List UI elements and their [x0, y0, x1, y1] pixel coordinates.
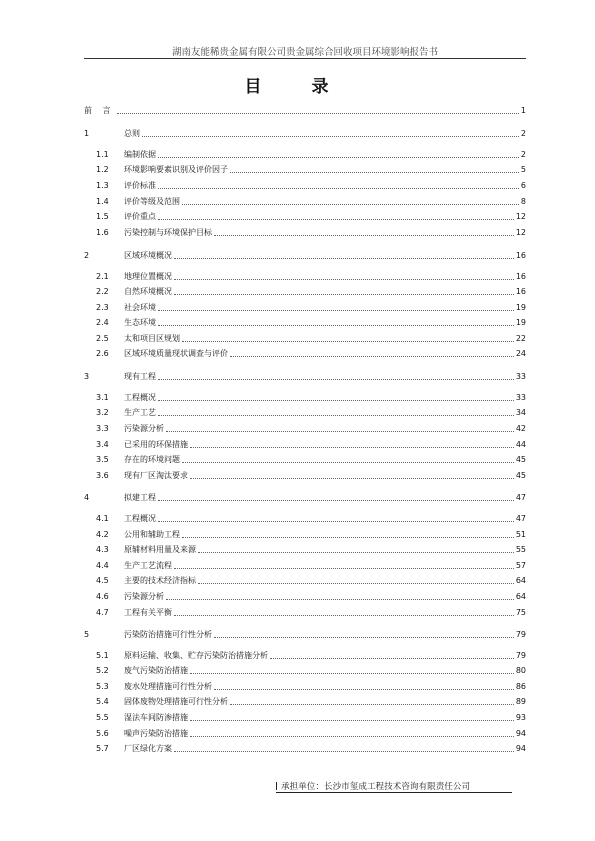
toc-entry[interactable] — [84, 148, 526, 160]
toc-entry-number: 4.2 — [96, 530, 109, 539]
toc-entry-title: 自然环境概况 — [124, 287, 172, 296]
toc-leader-dots — [174, 615, 514, 616]
toc-entry-number: 4.3 — [96, 545, 109, 554]
toc-entry[interactable] — [84, 727, 526, 739]
toc-entry-number: 1.4 — [96, 197, 109, 206]
toc-entry[interactable] — [84, 453, 526, 465]
toc-entry-title: 区域环境质量现状调查与评价 — [124, 349, 228, 358]
toc-entry-page: 79 — [515, 630, 526, 639]
toc-entry-title: 原辅材料用量及来源 — [124, 545, 196, 554]
toc-leader-dots — [158, 400, 514, 401]
toc-leader-dots — [214, 637, 514, 638]
toc-entry-title: 主要的技术经济指标 — [124, 576, 196, 585]
toc-entry[interactable] — [84, 559, 526, 571]
toc-leader-dots — [190, 673, 514, 674]
toc-entry-title: 工程概况 — [124, 514, 156, 523]
toc-entry-title: 噪声污染防治措施 — [124, 729, 188, 738]
toc-leader-dots — [174, 294, 514, 295]
toc-entry-number: 3.3 — [96, 424, 109, 433]
toc-leader-dots — [117, 113, 519, 114]
toc-entry-number: 1.3 — [96, 181, 109, 190]
toc-entry-page: 94 — [515, 744, 526, 753]
toc-leader-dots — [158, 379, 514, 380]
toc-entry[interactable] — [84, 210, 526, 222]
toc-entry-title: 太和项目区规划 — [124, 334, 180, 343]
toc-leader-dots — [230, 356, 514, 357]
toc-entry-number: 1.2 — [96, 165, 109, 174]
toc-entry-page: 64 — [515, 592, 526, 601]
toc-entry-title: 生产工艺流程 — [124, 561, 172, 570]
toc-entry-page: 19 — [515, 303, 526, 312]
toc-entry-number: 1.6 — [96, 228, 109, 237]
toc-entry-number: 2.6 — [96, 349, 109, 358]
toc-entry[interactable] — [84, 406, 526, 418]
toc-entry-title: 评价等级及范围 — [124, 197, 180, 206]
toc-entry-page: 55 — [515, 545, 526, 554]
toc-entry-page: 33 — [515, 372, 526, 381]
toc-entry-title: 编制依据 — [124, 150, 156, 159]
toc-entry-title: 污染源分析 — [124, 424, 164, 433]
toc-entry-title: 存在的环境问题 — [124, 455, 180, 464]
toc-entry-page: 19 — [515, 318, 526, 327]
toc-entry-title: 污染源分析 — [124, 592, 164, 601]
toc-entry-number: 5.2 — [96, 666, 109, 675]
toc-entry[interactable] — [84, 226, 526, 238]
toc-entry-number: 2.5 — [96, 334, 109, 343]
toc-leader-dots — [158, 521, 514, 522]
page-title: 目 录 — [244, 77, 351, 97]
toc-leader-dots — [174, 258, 514, 259]
toc-entry-page: 16 — [515, 287, 526, 296]
toc-entry-title: 工程有关平衡 — [124, 608, 172, 617]
toc-entry[interactable] — [84, 285, 526, 297]
toc-entry-number: 2 — [84, 251, 90, 260]
toc-leader-dots — [198, 583, 514, 584]
toc-entry-page: 47 — [515, 493, 526, 502]
toc-entry-number: 1.5 — [96, 212, 109, 221]
toc-entry[interactable] — [84, 664, 526, 676]
toc-leader-dots — [190, 720, 514, 721]
toc-entry-title: 现有工程 — [124, 372, 156, 381]
footer-bar — [276, 782, 277, 790]
toc-entry[interactable] — [84, 301, 526, 313]
toc-leader-dots — [174, 751, 514, 752]
toc-entry-number: 5.4 — [96, 697, 109, 706]
toc-entry-title: 厂区绿化方案 — [124, 744, 172, 753]
toc-entry-number: 5.5 — [96, 713, 109, 722]
toc-entry[interactable] — [84, 695, 526, 707]
toc-entry-title: 废气污染防治措施 — [124, 666, 188, 675]
toc-leader-dots — [230, 172, 519, 173]
toc-entry-number: 4.4 — [96, 561, 109, 570]
toc-leader-dots — [174, 568, 514, 569]
toc-entry[interactable] — [84, 574, 526, 586]
toc-entry-number: 2.2 — [96, 287, 109, 296]
toc-entry-number: 4 — [84, 493, 90, 502]
toc-leader-dots — [230, 704, 514, 705]
toc-entry[interactable] — [84, 438, 526, 450]
toc-entry-number: 5.6 — [96, 729, 109, 738]
toc-entry-page: 94 — [515, 729, 526, 738]
toc-entry-title: 已采用的环保措施 — [124, 440, 188, 449]
toc-entry[interactable] — [84, 590, 526, 602]
toc-entry[interactable] — [84, 195, 526, 207]
toc-entry[interactable] — [84, 422, 526, 434]
toc-leader-dots — [158, 219, 514, 220]
toc-entry[interactable] — [84, 127, 526, 139]
toc-entry-page: 86 — [515, 682, 526, 691]
toc-leader-dots — [158, 500, 514, 501]
toc-entry-title: 固体废物处理措施可行性分析 — [124, 697, 228, 706]
toc-entry[interactable] — [84, 491, 526, 503]
toc-leader-dots — [182, 341, 514, 342]
toc-entry-number: 5.7 — [96, 744, 109, 753]
toc-entry[interactable] — [84, 104, 526, 116]
toc-entry-number: 2.3 — [96, 303, 109, 312]
toc-entry[interactable] — [84, 649, 526, 661]
toc-entry-number: 4.5 — [96, 576, 109, 585]
toc-entry-title: 废水处理措施可行性分析 — [124, 682, 212, 691]
toc-entry-page: 24 — [515, 349, 526, 358]
toc-entry-page: 64 — [515, 576, 526, 585]
toc-leader-dots — [166, 599, 514, 600]
toc-entry-title: 前 言 — [84, 106, 115, 115]
toc-entry-page: 22 — [515, 334, 526, 343]
toc-entry-page: 6 — [520, 181, 526, 190]
toc-entry[interactable] — [84, 628, 526, 640]
toc-entry[interactable] — [84, 391, 526, 403]
toc-entry[interactable] — [84, 370, 526, 382]
toc-entry-title: 区域环境概况 — [124, 251, 172, 260]
toc-entry-title: 公用和辅助工程 — [124, 530, 180, 539]
toc-entry-page: 16 — [515, 251, 526, 260]
toc-entry-page: 80 — [515, 666, 526, 675]
toc-entry-page: 51 — [515, 530, 526, 539]
toc-entry-page: 8 — [520, 197, 526, 206]
toc-entry-title: 生态环境 — [124, 318, 156, 327]
toc-entry-page: 12 — [515, 228, 526, 237]
toc-leader-dots — [158, 310, 514, 311]
toc-leader-dots — [182, 462, 514, 463]
toc-entry-page: 47 — [515, 514, 526, 523]
toc-entry-title: 现有厂区淘汰要求 — [124, 471, 188, 480]
toc-entry-title: 评价标准 — [124, 181, 156, 190]
header-rule — [84, 58, 526, 59]
toc-entry[interactable] — [84, 179, 526, 191]
footer-rule — [276, 792, 512, 793]
toc-entry-title: 污染防治措施可行性分析 — [124, 630, 212, 639]
toc-entry[interactable] — [84, 347, 526, 359]
toc-leader-dots — [174, 279, 514, 280]
toc-entry-title: 生产工艺 — [124, 408, 156, 417]
toc-entry[interactable] — [84, 711, 526, 723]
toc-entry-page: 44 — [515, 440, 526, 449]
toc-entry-number: 5.3 — [96, 682, 109, 691]
page-header: 湖南友能稀贵金属有限公司贵金属综合回收项目环境影响报告书 — [171, 47, 438, 58]
toc-entry[interactable] — [84, 270, 526, 282]
toc-leader-dots — [270, 658, 514, 659]
toc-entry-title: 湿法车间防渗措施 — [124, 713, 188, 722]
toc-leader-dots — [182, 537, 514, 538]
toc-entry-title: 地理位置概况 — [124, 272, 172, 281]
toc-entry-number: 1 — [84, 129, 90, 138]
toc-entry[interactable] — [84, 249, 526, 261]
toc-entry-number: 3.6 — [96, 471, 109, 480]
toc-entry-page: 12 — [515, 212, 526, 221]
toc-entry[interactable] — [84, 512, 526, 524]
toc-leader-dots — [190, 478, 514, 479]
footer-organization — [276, 780, 470, 792]
toc-entry[interactable] — [84, 742, 526, 754]
toc-entry-number: 1.1 — [96, 150, 109, 159]
toc-entry-number: 4.6 — [96, 592, 109, 601]
toc-entry[interactable] — [84, 680, 526, 692]
toc-leader-dots — [158, 157, 519, 158]
toc-entry-page: 2 — [520, 129, 526, 138]
toc-entry-number: 4.1 — [96, 514, 109, 523]
toc-leader-dots — [214, 235, 514, 236]
toc-leader-dots — [190, 447, 514, 448]
toc-entry-number: 3.1 — [96, 393, 109, 402]
toc-entry-title: 污染控制与环境保护目标 — [124, 228, 212, 237]
toc-entry-page: 33 — [515, 393, 526, 402]
toc-leader-dots — [158, 415, 514, 416]
toc-entry[interactable] — [84, 332, 526, 344]
toc-entry[interactable] — [84, 316, 526, 328]
toc-entry-page: 2 — [520, 150, 526, 159]
toc-entry-title: 社会环境 — [124, 303, 156, 312]
toc-entry-number: 5.1 — [96, 651, 109, 660]
toc-entry-title: 工程概况 — [124, 393, 156, 402]
toc-entry-number: 3.2 — [96, 408, 109, 417]
footer-text: 承担单位：长沙市玺成工程技术咨询有限责任公司 — [281, 782, 471, 792]
toc-entry[interactable] — [84, 543, 526, 555]
toc-entry-number: 4.7 — [96, 608, 109, 617]
toc-entry-number: 2.4 — [96, 318, 109, 327]
toc-leader-dots — [158, 188, 519, 189]
toc-entry-title: 环境影响要素识别及评价因子 — [124, 165, 228, 174]
toc-entry-page: 45 — [515, 471, 526, 480]
toc-entry-page: 1 — [520, 106, 526, 115]
toc-leader-dots — [158, 325, 514, 326]
toc-leader-dots — [142, 136, 519, 137]
toc-entry-page: 57 — [515, 561, 526, 570]
toc-entry-page: 42 — [515, 424, 526, 433]
toc-entry-page: 5 — [520, 165, 526, 174]
toc-entry-page: 45 — [515, 455, 526, 464]
toc-entry-title: 评价重点 — [124, 212, 156, 221]
toc-entry[interactable] — [84, 528, 526, 540]
toc-leader-dots — [198, 552, 514, 553]
toc-entry-title: 拟建工程 — [124, 493, 156, 502]
toc-entry-page: 89 — [515, 697, 526, 706]
toc-entry-number: 2.1 — [96, 272, 109, 281]
toc-leader-dots — [190, 736, 514, 737]
toc-leader-dots — [166, 431, 514, 432]
toc-entry-number: 3 — [84, 372, 90, 381]
toc-entry-page: 16 — [515, 272, 526, 281]
toc-entry[interactable] — [84, 606, 526, 618]
toc-entry-number: 5 — [84, 630, 90, 639]
toc-entry-page: 34 — [515, 408, 526, 417]
toc-entry-page: 79 — [515, 651, 526, 660]
toc-entry-page: 93 — [515, 713, 526, 722]
toc-entry[interactable] — [84, 163, 526, 175]
toc-entry-number: 3.5 — [96, 455, 109, 464]
toc-entry-title: 原料运输、收集、贮存污染防治措施分析 — [124, 651, 268, 660]
toc-entry[interactable] — [84, 469, 526, 481]
toc-entry-page: 75 — [515, 608, 526, 617]
toc-leader-dots — [214, 689, 514, 690]
toc-entry-title: 总则 — [124, 129, 140, 138]
toc-entry-number: 3.4 — [96, 440, 109, 449]
toc-leader-dots — [182, 204, 519, 205]
